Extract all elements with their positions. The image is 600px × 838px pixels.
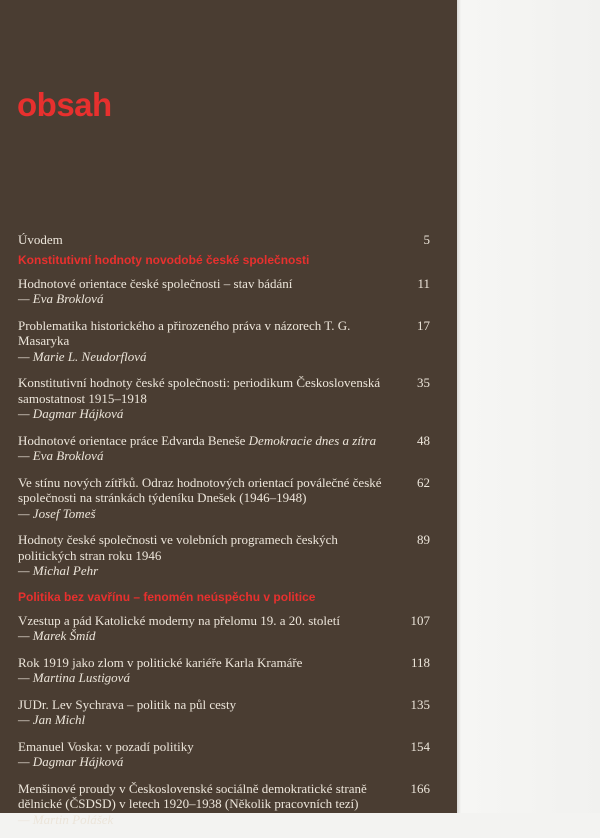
toc-entry-author: — Josef Tomeš — [18, 505, 96, 521]
toc-entry-page: 166 — [410, 780, 430, 796]
page-title: obsah — [17, 86, 112, 123]
toc-entry — [18, 781, 430, 828]
toc-entry-title: JUDr. Lev Sychrava – politik na půl cesty — [18, 696, 237, 712]
toc-entry-author: — Eva Broklová — [18, 291, 104, 306]
toc-entry — [18, 532, 430, 579]
toc-entry-title: Problematika historického a přirozeného práva v názorech T. G. Masaryka — [18, 317, 351, 348]
toc-entry-page: 17 — [417, 317, 430, 333]
toc-entry-title-text: Hodnotové orientace práce Edvarda Beneše — [18, 432, 249, 448]
toc-entry-author: — Michal Pehr — [18, 563, 99, 578]
toc-entry-page: 11 — [417, 275, 430, 291]
toc-entry-author: — Martin Polášek — [18, 811, 114, 827]
toc-entry-author: — Jan Michl — [18, 712, 86, 727]
toc-entry-title: Menšinové proudy v Československé sociálně demokratické straně dělnické (ČSDSD) v letech 1920–1938 (Několik pracovních tezí) — [18, 780, 367, 811]
toc-entry-title: Hodnotové orientace české společnosti – stav bádání — [18, 275, 293, 291]
toc-entry-title: Hodnoty české společnosti ve volebních programech českých politických stran roku 1946 — [18, 532, 338, 563]
toc-entry-author: — Martina Lustigová — [18, 670, 130, 685]
toc-entry-title: Vzestup a pád Katolické moderny na přelomu 19. a 20. století — [18, 612, 341, 628]
toc-entry-title: Rok 1919 jako zlom v politické kariéře Karla Kramáře — [18, 654, 303, 670]
toc-entry-title: Konstitutivní hodnoty české společnosti: periodikum Československá samostatnost 1915–1918 — [18, 375, 381, 406]
toc-entry-title: Emanuel Voska: v pozadí politiky — [18, 738, 194, 754]
toc-entry-title — [18, 433, 398, 449]
toc-entry — [18, 318, 430, 365]
toc-entry — [18, 613, 430, 644]
toc-entry-page: 35 — [417, 375, 430, 390]
toc-entry-page: 48 — [417, 432, 430, 448]
toc-entry-author: — Marek Šmíd — [18, 628, 96, 643]
toc-entry — [18, 475, 430, 522]
toc-entry — [18, 433, 430, 464]
toc-entry-page: 135 — [410, 696, 430, 712]
toc-entry — [18, 655, 430, 686]
toc-entry-title-italic: Demokracie dnes a zítra — [248, 432, 377, 448]
toc-entry-page: 118 — [410, 654, 430, 670]
toc-entry — [18, 276, 430, 307]
toc-entry-page: 5 — [423, 232, 430, 247]
toc-entry — [18, 697, 430, 728]
toc-entry-intro — [18, 232, 430, 248]
toc-entry-author: — Dagmar Hájková — [18, 754, 124, 769]
toc-entry-author: — Eva Broklová — [18, 448, 104, 463]
toc-entry-author: — Dagmar Hájková — [18, 406, 124, 421]
toc-entry-page: 107 — [410, 612, 430, 628]
toc-entry-title: Úvodem — [18, 232, 63, 247]
toc-entry — [18, 375, 430, 422]
table-of-contents — [18, 232, 430, 838]
toc-entry-page: 89 — [417, 532, 430, 547]
toc-entry-page: 62 — [417, 474, 430, 490]
toc-entry-page: 154 — [410, 738, 430, 754]
section-heading: Konstitutivní hodnoty novodobé české společnosti — [18, 252, 310, 267]
toc-entry-author: — Marie L. Neudorflová — [18, 348, 147, 364]
paper-margin — [457, 0, 600, 813]
toc-entry — [18, 739, 430, 770]
section-heading: Politika bez vavřínu – fenomén neúspěchu v politice — [18, 589, 316, 604]
toc-entry-title: Ve stínu nových zítřků. Odraz hodnotových orientací poválečné české společnosti na stránkách týdeníku Dnešek (1946–1948) — [18, 474, 382, 505]
